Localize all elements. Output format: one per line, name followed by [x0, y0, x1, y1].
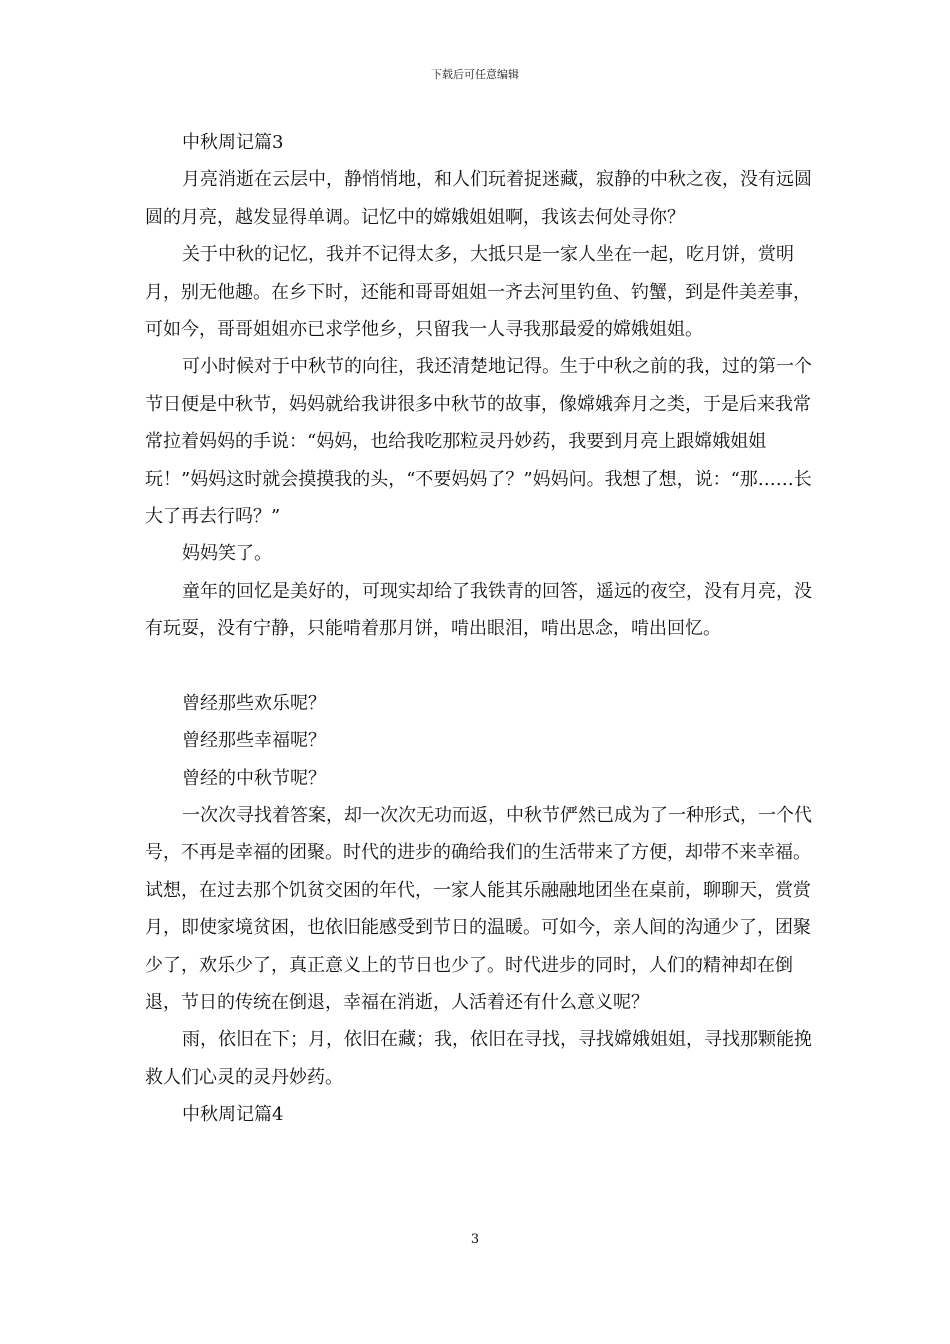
paragraph: 可小时候对于中秋节的向往，我还清楚地记得。生于中秋之前的我，过的第一个节日便是中秋节，妈妈就给我讲很多中秋节的故事，像嫦娥奔月之类，于是后来我常常拉着妈妈的手说：“妈妈，也给我吃那粒灵丹妙药，我要到月亮上跟嫦娥姐姐玩！”妈妈这时就会摸摸我的头，“不要妈妈了？”妈妈问。我想了想，说：“那……长大了再去行吗？”	[145, 356, 812, 528]
document-body	[145, 124, 825, 1134]
section-heading: 中秋周记篇4	[182, 1104, 284, 1126]
paragraph: 曾经那些欢乐呢？	[182, 692, 326, 714]
paragraph: 童年的回忆是美好的，可现实却给了我铁青的回答，遥远的夜空，没有月亮，没有玩耍，没有宁静，只能啃着那月饼，啃出眼泪，啃出思念，啃出回忆。	[145, 580, 812, 640]
paragraph: 雨，依旧在下；月，依旧在藏；我，依旧在寻找，寻找嫦娥姐姐，寻找那颗能挽救人们心灵的灵丹妙药。	[145, 1029, 812, 1088]
blank-line	[145, 648, 825, 685]
paragraph: 关于中秋的记忆，我并不记得太多，大抵只是一家人坐在一起，吃月饼，赏明月，别无他趣。在乡下时，还能和哥哥姐姐一齐去河里钓鱼、钓蟹，到是件美差事，可如今，哥哥姐姐亦已求学他乡，只留我一人寻我那最爱的嫦娥姐姐。	[145, 244, 811, 341]
paragraph: 一次次寻找着答案，却一次次无功而返，中秋节俨然已成为了一种形式，一个代号，不再是幸福的团聚。时代的进步的确给我们的生活带来了方便，却带不来幸福。试想，在过去那个饥贫交困的年代，一家人能其乐融融地团坐在桌前，聊聊天，赏赏月，即使家境贫困，也依旧能感受到节日的温暖。可如今，亲人间的沟通少了，团聚少了，欢乐少了，真正意义上的节日也少了。时代进步的同时，人们的精神却在倒退，节日的传统在倒退，幸福在消逝，人活着还有什么意义呢？	[145, 804, 812, 1013]
paragraph: 曾经的中秋节呢？	[182, 767, 326, 789]
paragraph: 曾经那些幸福呢？	[182, 730, 326, 752]
section-heading: 中秋周记篇3	[182, 132, 284, 153]
page-number: 3	[470, 1232, 480, 1247]
paragraph: 妈妈笑了。	[182, 543, 272, 565]
paragraph: 月亮消逝在云层中，静悄悄地，和人们玩着捉迷藏，寂静的中秋之夜，没有远圆圆的月亮，越发显得单调。记忆中的嫦娥姐姐啊，我该去何处寻你？	[145, 169, 812, 228]
page-header-note: 下载后可任意编辑	[431, 68, 519, 81]
